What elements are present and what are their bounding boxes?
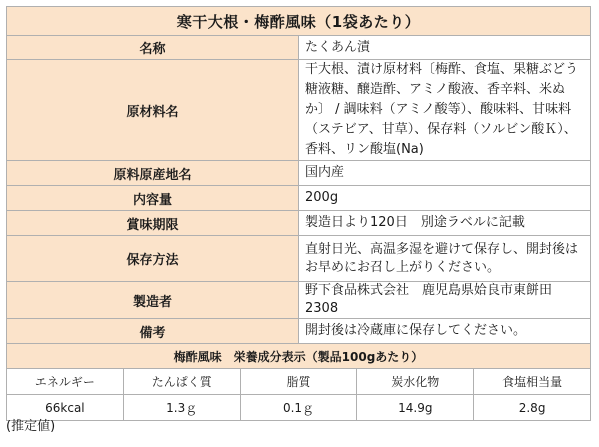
nutrition-header-energy: エネルギー [7, 369, 124, 395]
nutrition-value-energy: 66kcal [7, 395, 124, 421]
value-origin: 国内産 [299, 161, 591, 186]
value-remarks: 開封後は冷蔵庫に保存してください。 [299, 319, 591, 344]
label-ingredients: 原材料名 [7, 60, 299, 161]
nutrition-value-protein: 1.3ｇ [123, 395, 240, 421]
label-manufacturer: 製造者 [7, 282, 299, 319]
label-content: 内容量 [7, 186, 299, 211]
value-ingredients: 干大根、漬け原材料〔梅酢、食塩、果糖ぶどう糖液糖、醸造酢、アミノ酸液、香辛料、米ぬか〕 / 調味料（アミノ酸等）、酸味料、甘味料（ステビア、甘草）、保存料（ソルビン酸Ｋ）、香料、リン酸塩(Na) [299, 60, 591, 161]
value-best-before: 製造日より120日 別途ラベルに記載 [299, 211, 591, 236]
value-storage: 直射日光、高温多湿を避けて保存し、開封後はお早めにお召し上がりください。 [299, 236, 591, 282]
nutrition-value-salt: 2.8g [474, 395, 591, 421]
estimate-note: (推定値) [6, 419, 56, 434]
label-storage: 保存方法 [7, 236, 299, 282]
label-name: 名称 [7, 36, 299, 60]
nutrition-header-carbs: 炭水化物 [357, 369, 474, 395]
label-remarks: 備考 [7, 319, 299, 344]
nutrition-header-protein: たんぱく質 [123, 369, 240, 395]
value-content: 200g [299, 186, 591, 211]
nutrition-header-fat: 脂質 [240, 369, 357, 395]
nutrition-value-fat: 0.1ｇ [240, 395, 357, 421]
nutrition-title: 梅酢風味 栄養成分表示（製品100gあたり） [7, 344, 591, 369]
product-spec-table [6, 6, 591, 344]
nutrition-table [6, 343, 591, 421]
spec-title: 寒干大根・梅酢風味（1袋あたり） [7, 7, 591, 36]
label-best-before: 賞味期限 [7, 211, 299, 236]
nutrition-value-carbs: 14.9g [357, 395, 474, 421]
value-manufacturer: 野下食品株式会社 鹿児島県姶良市東餅田2308 [299, 282, 591, 319]
nutrition-header-salt: 食塩相当量 [474, 369, 591, 395]
label-origin: 原料原産地名 [7, 161, 299, 186]
value-name: たくあん漬 [299, 36, 591, 60]
